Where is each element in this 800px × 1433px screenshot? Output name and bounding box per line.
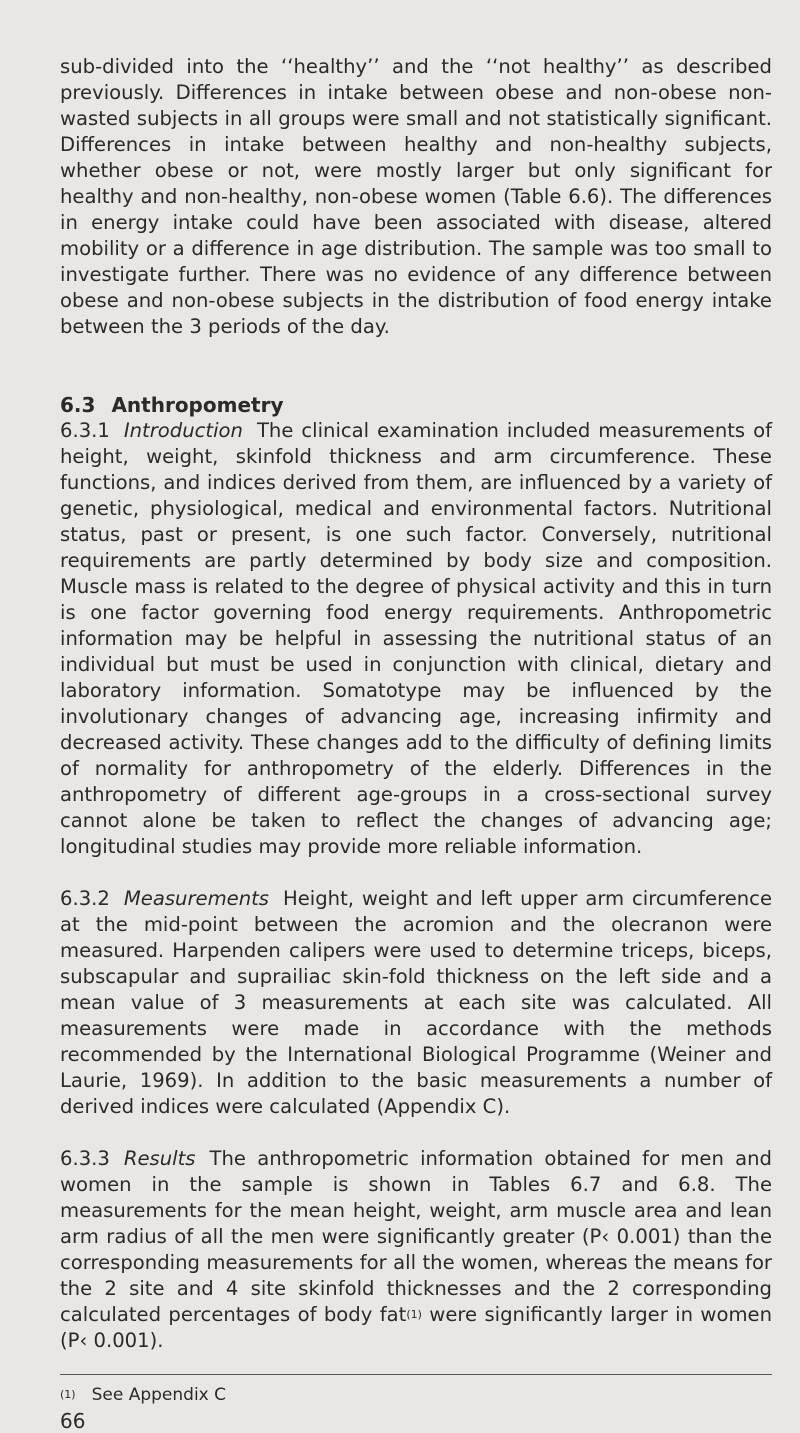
page-number: 66 — [60, 1409, 86, 1433]
footnote-text: See Appendix C — [91, 1385, 226, 1405]
subsection-text-continued: were significantly larger in women (P‹ 0.001). — [60, 1303, 772, 1352]
subsection-results — [60, 1146, 772, 1354]
footnote-marker: (1) — [60, 1388, 76, 1401]
subsection-number: 6.3.1 — [60, 419, 110, 442]
subsection-text: The clinical examination included measurements of height, weight, skinfold thickness and arm circumference. These functions, and indices derived from them, are influenced by a variety of genetic, physiological, medical and environmental factors. Nutritional status, past or present, is one such factor. Conversely, nutritional requirements are partly determined by body size and composition. Muscle mass is related to the degree of physical activity and this in turn is one factor governing food energy requirements. Anthropometric information may be helpful in assessing the nutritional status of an individual but must be used in conjunction with clinical, dietary and laboratory information. Somatotype may be influenced by the involutionary changes of advancing age, increasing infirmity and decreased activity. These changes add to the difficulty of defining limits of normality for anthropometry of the elderly. Differences in the anthropometry of different age-groups in a cross-sectional survey cannot alone be taken to reflect the changes of advancing age; longitudinal studies may provide more reliable information. — [60, 419, 772, 858]
subsection-number: 6.3.3 — [60, 1147, 110, 1170]
subsection-text: Height, weight and left upper arm circumference at the mid-point between the acromion and the olecranon were measured. Harpenden calipers were used to determine triceps, biceps, subscapular and suprailiac skin-fold thickness on the left side and a mean value of 3 measurements at each site was calculated. All measurements were made in accordance with the methods recommended by the International Biological Programme (Weiner and Laurie, 1969). In addition to the basic measurements a number of derived indices were calculated (Appendix C). — [60, 887, 772, 1118]
footnote — [60, 1383, 772, 1407]
subsection-title: Results — [123, 1147, 196, 1170]
footnote-reference: (1) — [406, 1308, 422, 1321]
subsection-introduction — [60, 418, 772, 860]
intro-paragraph: sub-divided into the ‘‘healthy’’ and the ‘‘not healthy’’ as described previously. Differences in intake between obese and non-obese non-wasted subjects in all groups were small and not statistically significant. Differences in intake between healthy and non-healthy subjects, whether obese or not, were mostly larger but only significant for healthy and non-healthy, non-obese women (Table 6.6). The differences in energy intake could have been associated with disease, altered mobility or a difference in age distribution. The sample was too small to investigate further. There was no evidence of any difference between obese and non-obese subjects in the distribution of food energy intake between the 3 periods of the day. — [60, 55, 772, 338]
section-heading — [60, 392, 772, 418]
section-number: 6.3 — [60, 393, 96, 417]
subsection-text: The anthropometric information obtained for men and women in the sample is shown in Tables 6.7 and 6.8. The measurements for the mean height, weight, arm muscle area and lean arm radius of all the men were significantly greater (P‹ 0.001) than the corresponding measurements for all the women, whereas the means for the 2 site and 4 site skinfold thicknesses and the 2 corresponding calculated percentages of body fat — [60, 1147, 772, 1326]
subsection-number: 6.3.2 — [60, 887, 110, 910]
footnote-divider — [60, 1374, 772, 1375]
section-title: Anthropometry — [111, 393, 284, 417]
document-page — [60, 54, 772, 1433]
subsection-title: Introduction — [123, 419, 243, 442]
subsection-measurements — [60, 886, 772, 1120]
subsection-title: Measurements — [123, 887, 270, 910]
